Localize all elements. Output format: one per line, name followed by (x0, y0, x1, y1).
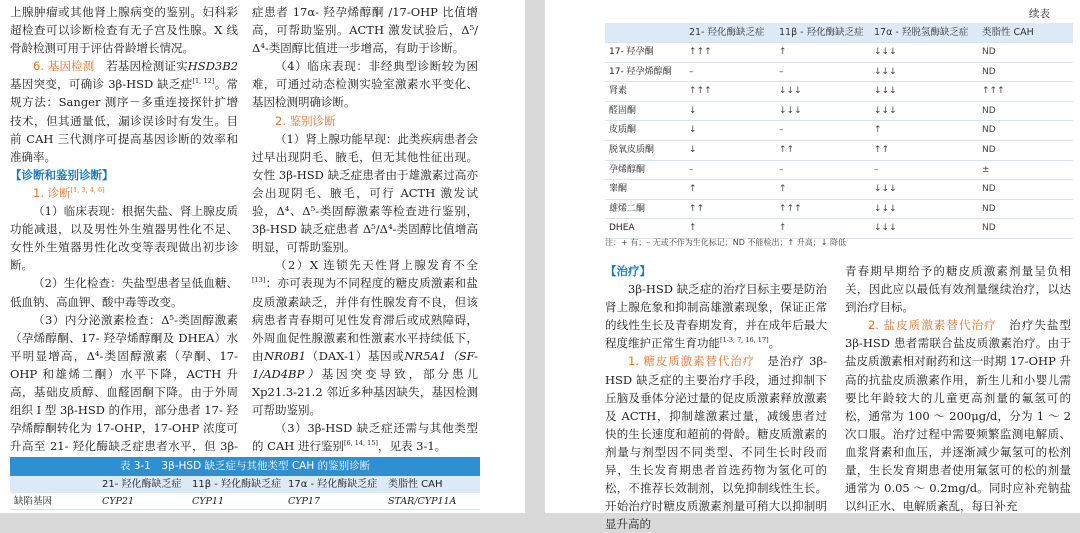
paragraph: 症患者 17α- 羟孕烯醇酮 /17-OHP 比值增高，可帮助鉴别。ACTH 激发试验后，Δ⁵/Δ⁴-类固醇比值进一步增高，有助于诊断。 (252, 5, 478, 56)
table-cell: ↓↓↓ (874, 105, 897, 116)
gene-name: （SF-1/AD4BP） (252, 348, 479, 381)
table-cell: ↑↑↑ (779, 203, 802, 214)
table-row (605, 200, 1073, 220)
table-row (605, 102, 1073, 122)
table-cell: 缺陷基因 (14, 496, 53, 507)
left-column-2 (252, 3, 478, 455)
table-cell: CYP21 (102, 496, 135, 507)
table-cell: ↓↓↓ (874, 223, 897, 234)
table-cell: ND (982, 47, 996, 57)
table-cell: 睾酮 (609, 184, 628, 195)
table-cell: ↓↓↓ (779, 86, 802, 97)
table-cell: 醛固酮 (609, 105, 637, 116)
right-page (545, 0, 1080, 532)
table-title: 表 3-1 3β-HSD 缺乏症与其他类型 CAH 的鉴别诊断 (10, 457, 480, 476)
table-cell: ↑↑ (689, 203, 705, 214)
table-cell: ↓↓↓ (874, 184, 897, 195)
subheading: 1. 诊断 (33, 185, 71, 200)
table-cell: 肾素 (609, 86, 628, 97)
section-heading: 【治疗】 (605, 264, 651, 278)
table-header-cell: 11β - 羟化酶缺乏症 (779, 27, 864, 38)
table-cell: ↓ (689, 144, 697, 155)
citation[interactable]: [1, 3, 4, 6] (70, 186, 105, 195)
text: 基因突变导致，部分患儿 Xp21.3-21.2 邻近多种基因缺失，基因检测可帮助鉴别。 (252, 366, 478, 418)
table-header-cell: 类脂性 CAH (982, 27, 1034, 38)
table-cell: CYP11 (192, 496, 225, 507)
table-cell: ND (982, 184, 996, 195)
table-cell: ↓ (689, 105, 697, 116)
right-column-1 (605, 262, 827, 533)
table-cell: CYP17 (288, 496, 321, 507)
table-row (605, 121, 1073, 141)
table-cell: ↑ (779, 47, 787, 57)
table-row (605, 63, 1073, 83)
paragraph: （1）肾上腺功能早现：此类疾病患者会过早出现阴毛、腋毛，但无其他性征出现。女性 3β-HSD 缺乏症患者由于雄激素过高亦会出现阴毛、腋毛，可行 ACTH 激发试验，Δ⁴、Δ⁵-类固醇激素等检查进行鉴别，3β-HSD 缺乏症患者 Δ⁵/Δ⁴-类固醇比值增高明显，可帮助鉴别。 (252, 131, 478, 255)
table-cell: 17- 羟孕烯醇酮 (609, 66, 672, 77)
table-header-cell: 17α - 羟脱氢酶缺乏症 (874, 27, 969, 38)
subheading: 6. 基因检测 (33, 59, 95, 74)
table-header-cell: 11β - 羟化酶缺乏症 (192, 479, 282, 490)
table-cell: – (689, 66, 694, 77)
table-cell: – (874, 164, 879, 175)
table-cell: ↑↑↑ (689, 86, 712, 97)
table-cell: ↓↓↓ (874, 86, 897, 97)
table-cell: ND (982, 144, 996, 155)
table-cell: 皮质酮 (609, 125, 637, 136)
subheading: 2. 盐皮质激素替代治疗 (868, 318, 997, 333)
table-cell: ND (982, 66, 996, 77)
table-row (605, 219, 1073, 239)
table-3-1 (10, 457, 480, 510)
table-header-row (605, 23, 1073, 43)
table-header-cell: 21- 羟化酶缺乏症 (102, 479, 182, 490)
citation[interactable]: [1, 12] (192, 77, 215, 86)
text: （2）X 连锁先天性肾上腺发育不全 (275, 258, 478, 273)
gene-name: NR0B1 (264, 348, 306, 363)
table-row (605, 161, 1073, 181)
table-cell: ± (982, 164, 990, 175)
text: 是治疗 3β-HSD 缺乏症的主要治疗手段，通过抑制下丘脑及垂体分泌过量的促皮质激素释放激素及 ACTH，抑制雄激素过量，减缓患者过快的生长速度和超前的骨龄。糖皮质激素的剂量与剂型因不同类型、不同生长时段而异，生长发育期患者首选药物为氢化可的松，不推荐长效制剂，以免抑制线性生长。开始治疗时糖皮质激素剂量可稍大以抑制明显升高的 (605, 354, 827, 532)
subheading-line (10, 184, 238, 202)
table-header-cell: 类脂性 CAH (388, 479, 443, 490)
text: 基因突变，可确诊 3β-HSD 缺乏症 (10, 77, 193, 92)
table-cell: ↓↓↓ (874, 203, 897, 214)
text: ：亦可表现为不同程度的糖皮质激素和盐皮质激素缺乏，并伴有性腺发育不良，但该病患者青春期可见性发育滞后或成熟障碍，外周血促性腺激素和性激素水平持续低下，由 (252, 276, 478, 363)
table-cell: – (779, 164, 784, 175)
paragraph (845, 316, 1071, 515)
text: （DAX-1） (305, 348, 368, 363)
table-row (10, 493, 480, 510)
table-header-cell: 17α - 羟化酶缺乏症 (288, 479, 378, 490)
subheading: 2. 鉴别诊断 (275, 113, 336, 128)
table-cell: ↑ (689, 223, 697, 234)
table-cell: ↓↓↓ (874, 47, 897, 57)
table-cell: 雄烯二酮 (609, 203, 646, 214)
text: 。 (768, 336, 781, 351)
table-cell: ND (982, 223, 996, 234)
table-cell: ND (982, 125, 996, 136)
table-cell: ↑ (779, 184, 787, 195)
left-column-1 (10, 3, 238, 473)
table-cell: STAR/CYP11A (388, 496, 457, 507)
table-cell: 脱氧皮质酮 (609, 144, 655, 155)
text: 3β-HSD 缺乏症的治疗目标主要是防治肾上腺危象和抑制高雄激素现象，保证正常的线性生长及青春期发育，并在成年后最大程度维护正常生育功能 (605, 282, 827, 351)
table-cell: ↑↑ (779, 144, 795, 155)
subheading: 1. 糖皮质激素替代治疗 (628, 354, 756, 369)
table-row (605, 141, 1073, 161)
table-cell: ↓↓↓ (779, 105, 802, 116)
text: 若基因检测证实 (106, 59, 188, 74)
gene-name: NR5A1 (404, 348, 447, 363)
table-cell: ↑ (874, 125, 882, 136)
section-heading: 【诊断和鉴别诊断】 (10, 167, 114, 182)
table-cell: ↑↑↑ (982, 86, 1005, 97)
gene-name: HSD3B2 (187, 59, 238, 74)
left-page (0, 0, 525, 513)
table-cell: 孕烯醇酮 (609, 164, 646, 175)
table-cell: ↑ (779, 223, 787, 234)
table-cell: ND (982, 203, 996, 214)
text: ，见表 3-1。 (377, 439, 447, 454)
paragraph: （3）内分泌激素检查：Δ⁵-类固醇激素（孕烯醇酮、17- 羟孕烯醇酮及 DHEA）水平明显增高，Δ⁴-类固醇激素（孕酮、17-OHP 和雄烯二酮）水平下降，ACTH 升高，基础皮质醇、血醛固酮下降。由于外周组织 I 型 3β-HSD 的作用，部分患者 17- 羟孕烯醇酮转化为 17-OHP，17-OHP 浓度可升高至 21- 羟化酶缺乏症患者水平，但 3β- (10, 312, 238, 454)
continued-label: 续表 (1029, 8, 1050, 20)
paragraph (252, 256, 478, 419)
table-cell: ↑↑↑ (689, 47, 712, 57)
table-cell: 17- 羟孕酮 (609, 47, 654, 57)
table-row (605, 43, 1073, 63)
paragraph: （2）生化检查：失盐型患者呈低血糖、低血钠、高血钾、酸中毒等改变。 (10, 276, 238, 309)
paragraph (605, 352, 827, 533)
paragraph: （1）临床表现：根据失盐、肾上腺皮质功能减退，以及男性外生殖器男性化不足、女性外生殖器男性化改变等表现做出初步诊断。 (10, 204, 238, 273)
table-cell: – (779, 66, 784, 77)
table-header-cell (605, 23, 689, 42)
table-cell: ↓↓↓ (874, 66, 897, 77)
citation[interactable]: [6, 14, 15] (343, 439, 378, 448)
gene-test-paragraph (10, 57, 238, 166)
table-cell: ND (982, 105, 996, 116)
table-cell: – (779, 125, 784, 136)
table-cell: DHEA (609, 223, 635, 234)
text: （3）3β-HSD 缺乏症还需与其他类型的 CAH 进行鉴别 (252, 421, 478, 454)
right-column-2 (845, 262, 1071, 515)
table-header-cell: 21- 羟化酶缺乏症 (689, 27, 765, 38)
text: 基因或 (367, 348, 405, 363)
table-row (605, 82, 1073, 102)
paragraph: （4）临床表现：非经典型诊断较为困难，可通过动态检测实验室激素水平变化、基因检测明确诊断。 (252, 59, 478, 110)
table-note: 注：+ 有；– 无或不作为生化标记；ND 不能检出；↑ 升高；↓ 降低 (605, 238, 846, 247)
table-cell: ↑ (689, 184, 697, 195)
table-row (605, 180, 1073, 200)
paragraph (252, 419, 478, 455)
table-header-cell (10, 476, 102, 493)
citation[interactable]: [1-3, 7, 16, 17] (720, 336, 769, 345)
text: 。常规方法：Sanger 测序－多重连接探针扩增技术，但其通量低，漏诊误诊时有发生。目前 CAH 三代测序可提高基因诊断的效率和准确率。 (10, 77, 238, 164)
table-cell: ↑↑ (874, 144, 890, 155)
paragraph: 上腺肿瘤或其他肾上腺病变的鉴别。妇科彩超检查可以诊断检查有无子宫及性腺。X 线骨龄检测可用于评估骨龄增长情况。 (10, 5, 238, 56)
citation[interactable]: [13] (252, 276, 266, 285)
table-cell: – (689, 164, 694, 175)
paragraph (605, 280, 827, 352)
table-header-row (10, 476, 480, 493)
table-3-1-continued (605, 23, 1073, 239)
paragraph: 青春期早期给予的糖皮质激素剂量呈负相关，因此应以最低有效剂量继续治疗，以达到治疗目标。 (845, 264, 1071, 315)
table-cell: ↓ (689, 125, 697, 136)
text: 治疗失盐型 3β-HSD 患者需联合盐皮质激素治疗。由于盐皮质激素相对耐药和这一时期 17-OHP 升高的抗盐皮质激素作用，新生儿和小婴儿需要比年龄较大的儿童更高剂量的氟氢可的松，通常为 100 ～ 200μg/d，分为 1 ～ 2 次口服。治疗过程中需要频繁监测电解质、血浆肾素和血压，并逐渐减少氟氢可的松剂量，生长发育期患者使用氟氢可的松的剂量通常为 0.05 ～ 0.2mg/d。同时应补充钠盐以纠正水、电解质紊乱，每日补充 (845, 318, 1071, 514)
